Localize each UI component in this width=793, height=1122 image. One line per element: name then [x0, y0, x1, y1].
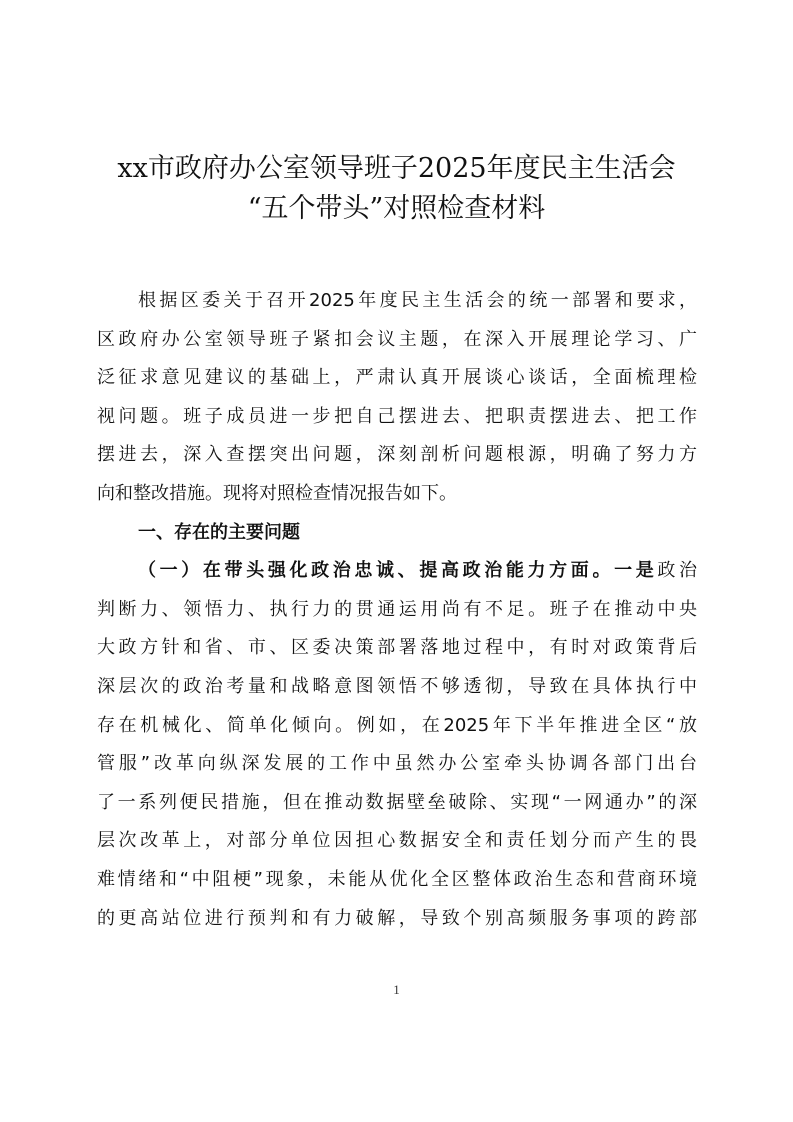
subsection-text: 政治 [657, 560, 697, 582]
body-line: 判断力、领悟力、执行力的贯通运用尚有不足。班子在推动中央 [97, 598, 697, 620]
body-line: 深层次的政治考量和战略意图领悟不够透彻，导致在具体执行中 [97, 675, 697, 697]
intro-line: 视问题。班子成员进一步把自己摆进去、把职责摆进去、把工作 [97, 405, 697, 427]
body-line: 管服”改革向纵深发展的工作中虽然办公室牵头协调各部门出台 [97, 753, 697, 775]
document-body [97, 282, 697, 938]
body-line: 的更高站位进行预判和有力破解，导致个别高频服务事项的跨部 [97, 907, 697, 929]
section-heading: 一、存在的主要问题 [138, 521, 300, 543]
subsection-heading: （一）在带头强化政治忠诚、提高政治能力方面。一是 [138, 560, 658, 582]
document-title-line-1: xx市政府办公室领导班子2025年度民主生活会 [117, 153, 676, 184]
intro-line: 区政府办公室领导班子紧扣会议主题，在深入开展理论学习、广 [97, 328, 697, 350]
intro-line: 摆进去，深入查摆突出问题，深刻剖析问题根源，明确了努力方 [97, 444, 697, 466]
intro-line: 向和整改措施。现将对照检查情况报告如下。 [97, 482, 457, 504]
body-line: 层次改革上，对部分单位因担心数据安全和责任划分而产生的畏 [97, 830, 697, 852]
intro-line: 根据区委关于召开2025年度民主生活会的统一部署和要求， [138, 290, 697, 311]
body-line: 难情绪和“中阻梗”现象，未能从优化全区整体政治生态和营商环境 [97, 868, 697, 890]
subsection-first-line [97, 552, 697, 591]
intro-line: 泛征求意见建议的基础上，严肃认真开展谈心谈话，全面梳理检 [97, 367, 697, 389]
document-title-line-2: “五个带头”对照检查材料 [247, 193, 546, 224]
body-line: 大政方针和省、市、区委决策部署落地过程中，有时对政策背后 [97, 637, 697, 659]
body-line: 存在机械化、简单化倾向。例如，在2025年下半年推进全区“放 [97, 714, 697, 736]
body-line: 了一系列便民措施，但在推动数据壁垒破除、实现“一网通办”的深 [97, 791, 697, 813]
page-number: 1 [393, 982, 400, 997]
